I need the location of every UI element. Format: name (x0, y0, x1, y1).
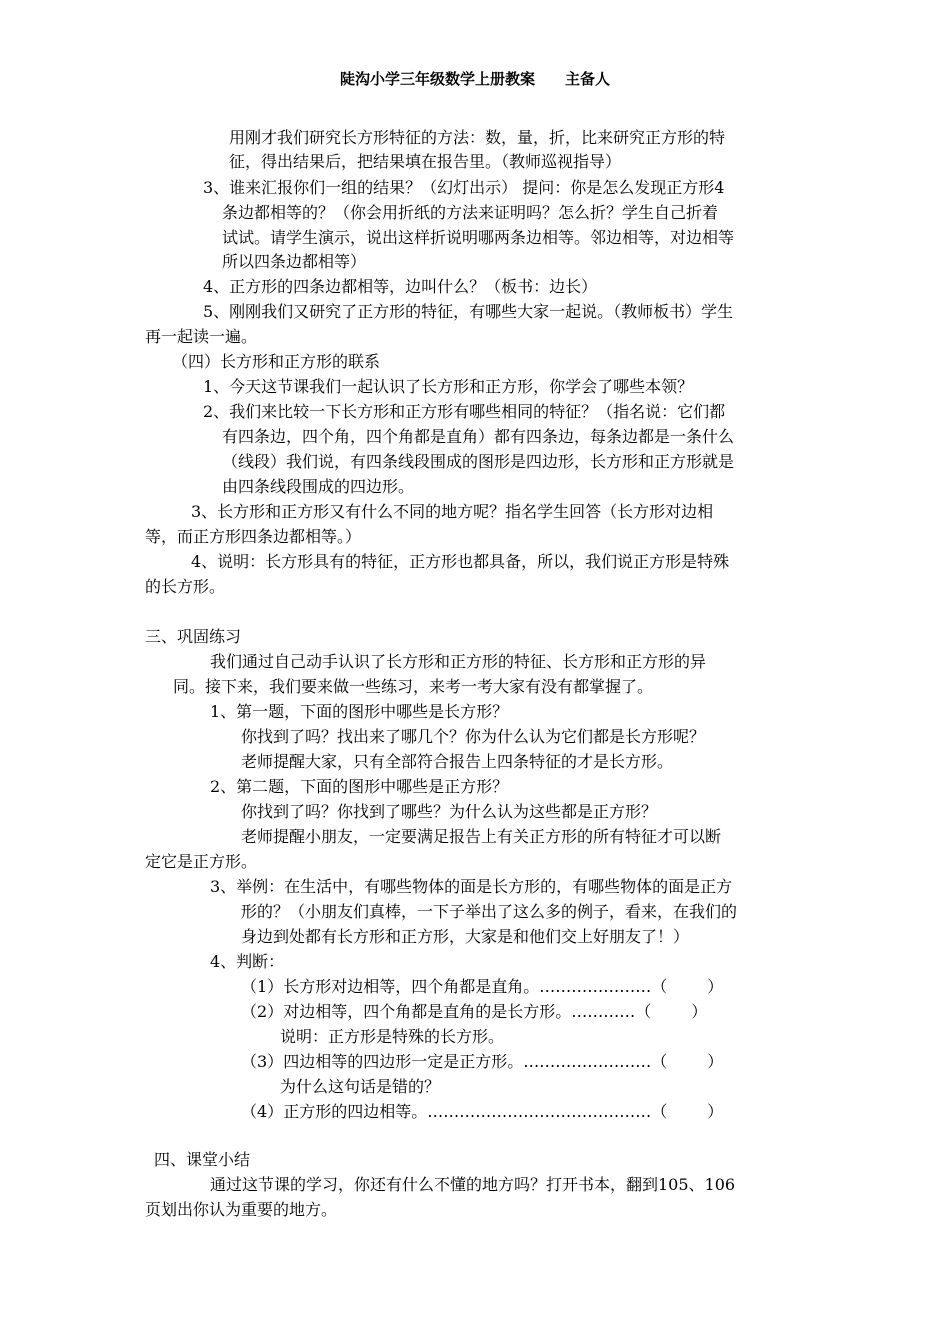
judgment-open-paren: （ (651, 977, 668, 996)
judgment-label: （3） (241, 1052, 284, 1071)
text-line: 的长方形。 (145, 577, 226, 596)
text-line: 用刚才我们研究长方形特征的方法：数，量，折，比来研究正方形的特 (229, 128, 726, 147)
text-line: 征，得出结果后，把结果填在报告里。（教师巡视指导） (229, 152, 622, 171)
judgment-text: 长方形对边相等，四个角都是直角。………………… (283, 977, 652, 996)
text-line: 老师提醒大家，只有全部符合报告上四条特征的才是长方形。 (241, 752, 674, 771)
text-line: 4、说明：长方形具有的特征，正方形也都具备，所以，我们说正方形是特殊 (191, 552, 730, 571)
judgment-text: 四边相等的四边形一定是正方形。…………………… (283, 1052, 652, 1071)
header-title: 陡沟小学三年级数学上册教案 (339, 70, 535, 88)
text-line: 我们通过自己动手认识了长方形和正方形的特征、长方形和正方形的异 (210, 652, 707, 671)
text-line: 定它是正方形。 (145, 852, 258, 871)
text-line: 4、正方形的四条边都相等，边叫什么？（板书：边长） (203, 277, 598, 296)
judgment-close-paren: ） (707, 1102, 724, 1121)
judgment-text: 对边相等，四个角都是直角的是长方形。………… (283, 1002, 636, 1021)
judgment-close-paren: ） (707, 977, 724, 996)
judgment-label: （1） (241, 977, 284, 996)
text-line: 3、谁来汇报你们一组的结果？（幻灯出示） 提问：你是怎么发现正方形4 (203, 178, 725, 197)
text-line: 同。接下来，我们要来做一些练习，来考一考大家有没有都掌握了。 (173, 677, 654, 696)
text-line: 3、举例：在生活中，有哪些物体的面是长方形的，有哪些物体的面是正方 (210, 877, 733, 896)
judgment-item (241, 975, 723, 999)
text-line: 1、第一题，下面的图形中哪些是长方形？ (210, 702, 509, 721)
text-line: 5、刚刚我们又研究了正方形的特征，有哪些大家一起说。（教师板书）学生 (203, 302, 734, 321)
text-line: 等，而正方形四条边都相等。） (145, 527, 362, 546)
judgment-close-paren: ） (707, 1052, 724, 1071)
text-line: 页划出你认为重要的地方。 (145, 1200, 338, 1219)
text-line: 有四条边，四个角，四个角都是直角）都有四条边，每条边都是一条什么 (222, 427, 735, 446)
page-header (0, 68, 950, 89)
judgment-open-paren: （ (651, 1102, 668, 1121)
text-line: 身边到处都有长方形和正方形，大家是和他们交上好朋友了！） (241, 927, 690, 946)
text-line: 2、我们来比较一下长方形和正方形有哪些相同的特征？（指名说：它们都 (203, 402, 726, 421)
judgment-label: （4） (241, 1102, 284, 1121)
text-line: 条边都相等的？（你会用折纸的方法来证明吗？怎么折？学生自己折着 (222, 203, 719, 222)
text-line: 所以四条边都相等） (222, 252, 367, 271)
text-line: 老师提醒小朋友，一定要满足报告上有关正方形的所有特征才可以断 (241, 827, 722, 846)
text-line: 四、课堂小结 (154, 1150, 251, 1169)
judgment-open-paren: （ (635, 1002, 652, 1021)
text-line: 通过这节课的学习，你还有什么不懂的地方吗？打开书本，翻到105、106 (210, 1175, 736, 1194)
text-line: 试试。请学生演示，说出这样折说明哪两条边相等。邻边相等，对边相等 (222, 228, 735, 247)
text-line: 你找到了吗？你找到了哪些？为什么认为这些都是正方形？ (241, 802, 658, 821)
text-line: 1、今天这节课我们一起认识了长方形和正方形，你学会了哪些本领？ (203, 377, 694, 396)
judgment-note: 为什么这句话是错的？ (280, 1077, 441, 1096)
judgment-label: （2） (241, 1002, 284, 1021)
judgment-item (241, 1000, 707, 1024)
judgment-close-paren: ） (691, 1002, 708, 1021)
text-line: 2、第二题，下面的图形中哪些是正方形？ (210, 777, 509, 796)
header-preparer: 主备人 (565, 70, 611, 88)
judgment-item (241, 1100, 723, 1124)
text-line: （四）长方形和正方形的联系 (172, 352, 381, 371)
text-line: 形的？（小朋友们真棒，一下子举出了这么多的例子，看来，在我们的 (241, 902, 738, 921)
text-line: 4、判断： (210, 952, 285, 971)
judgment-item (241, 1050, 723, 1074)
judgment-note: 说明：正方形是特殊的长方形。 (280, 1027, 505, 1046)
text-line: （线段）我们说，有四条线段围成的图形是四边形，长方形和正方形就是 (222, 452, 735, 471)
text-line: 由四条线段围成的四边形。 (222, 477, 415, 496)
text-line: 三、巩固练习 (145, 627, 242, 646)
text-line: 3、长方形和正方形又有什么不同的地方呢？指名学生回答（长方形对边相 (191, 502, 714, 521)
text-line: 再一起读一遍。 (145, 327, 258, 346)
text-line: 你找到了吗？找出来了哪几个？你为什么认为它们都是长方形呢？ (241, 727, 706, 746)
judgment-open-paren: （ (651, 1052, 668, 1071)
judgment-text: 正方形的四边相等。…………………………………… (283, 1102, 652, 1121)
